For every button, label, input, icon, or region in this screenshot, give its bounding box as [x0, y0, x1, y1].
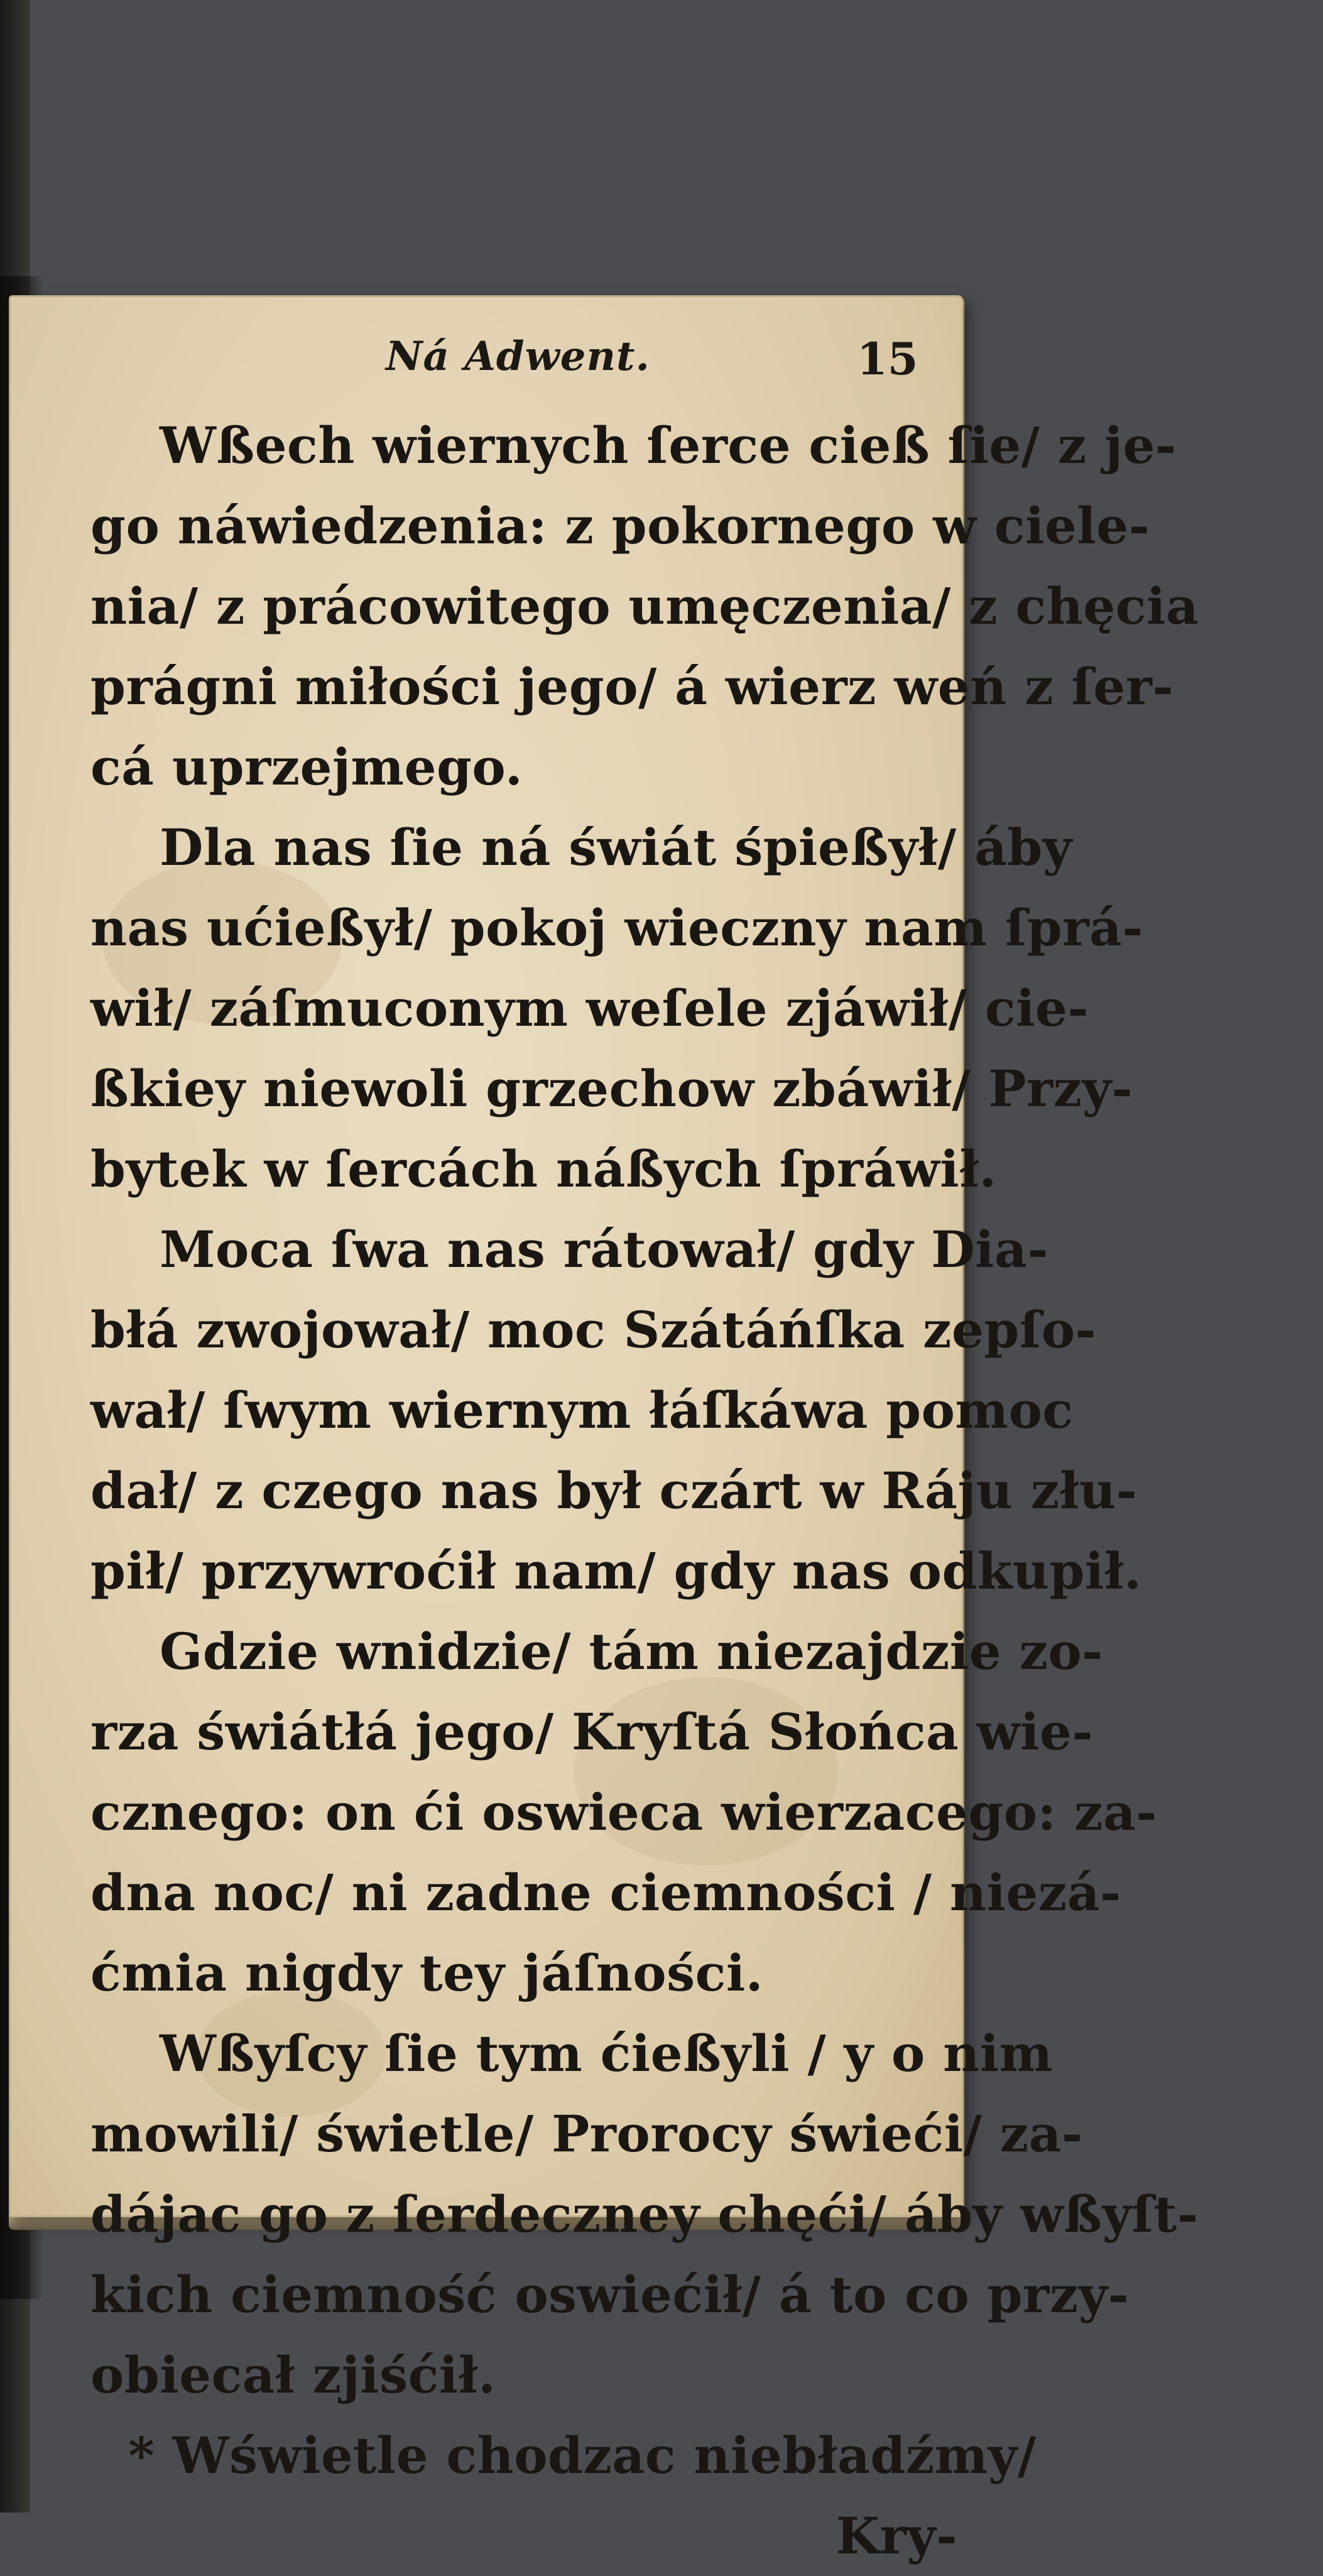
text-line: obiecał zjiśćił. [90, 2345, 496, 2405]
text-line: dna noc/ ni zadne ciemności / niezá- [90, 1863, 1121, 1922]
text-line: wił/ záſmuconym weſele zjáwił/ cie- [90, 979, 1089, 1038]
text-line: cznego: on ći oswieca wierzacego: za- [90, 1783, 1157, 1842]
text-line: mowili/ świetle/ Prorocy świeći/ za- [90, 2104, 1083, 2163]
text-line: błá zwojował/ moc Szátáńſka zepſo- [90, 1300, 1097, 1359]
text-line: ćmia nigdy tey jáſności. [90, 1943, 764, 2003]
page-number: 15 [857, 333, 918, 385]
book-page [9, 295, 1199, 2565]
text-line: kich ciemność oswiećił/ á to co przy- [90, 2265, 1130, 2324]
page-header [9, 333, 964, 402]
text-line: ßkiey niewoli grzechow zbáwił/ Przy- [90, 1059, 1133, 1118]
text-line: rza świátłá jego/ Kryſtá Słońca wie- [90, 1702, 1094, 1761]
text-line: Moca ſwa nas rátował/ gdy Dia- [160, 1220, 1049, 1279]
text-line: Dla nas ſie ná świát śpießył/ áby [160, 818, 1072, 877]
text-line: bytek w ſercách náßych ſpráwił. [90, 1139, 997, 1198]
text-block [90, 405, 1199, 2576]
running-head: Ná Adwent. [386, 333, 650, 380]
text-line: Wßech wiernych ſerce cieß ſie/ z je- [160, 416, 1177, 475]
text-line: * Wświetle chodzac niebładźmy/ [128, 2426, 1037, 2485]
text-line: Gdzie wnidzie/ tám niezajdzie zo- [160, 1622, 1103, 1681]
text-line: pił/ przywroćił nam/ gdy nas odkupił. [90, 1541, 1142, 1600]
text-line: Wßyſcy ſie tym ćießyli / y o nim [160, 2024, 1053, 2083]
text-line: wał/ ſwym wiernym łáſkáwa pomoc [90, 1381, 1074, 1440]
text-line: prágni miłości jego/ á wierz weń z ſer- [90, 657, 1174, 716]
text-line: go náwiedzenia: z pokornego w ciele- [90, 496, 1150, 555]
text-line: dájac go z ſerdeczney chęći/ áby wßyſt- [90, 2185, 1199, 2244]
text-line: nas ućießył/ pokoj wieczny nam ſprá- [90, 898, 1143, 957]
text-line: nia/ z prácowitego umęczenia/ z chęcia [90, 577, 1199, 636]
text-line: dał/ z czego nas był czárt w Ráju złu- [90, 1461, 1138, 1520]
text-line: Kry- [836, 2506, 957, 2565]
text-line: cá uprzejmego. [90, 737, 523, 796]
